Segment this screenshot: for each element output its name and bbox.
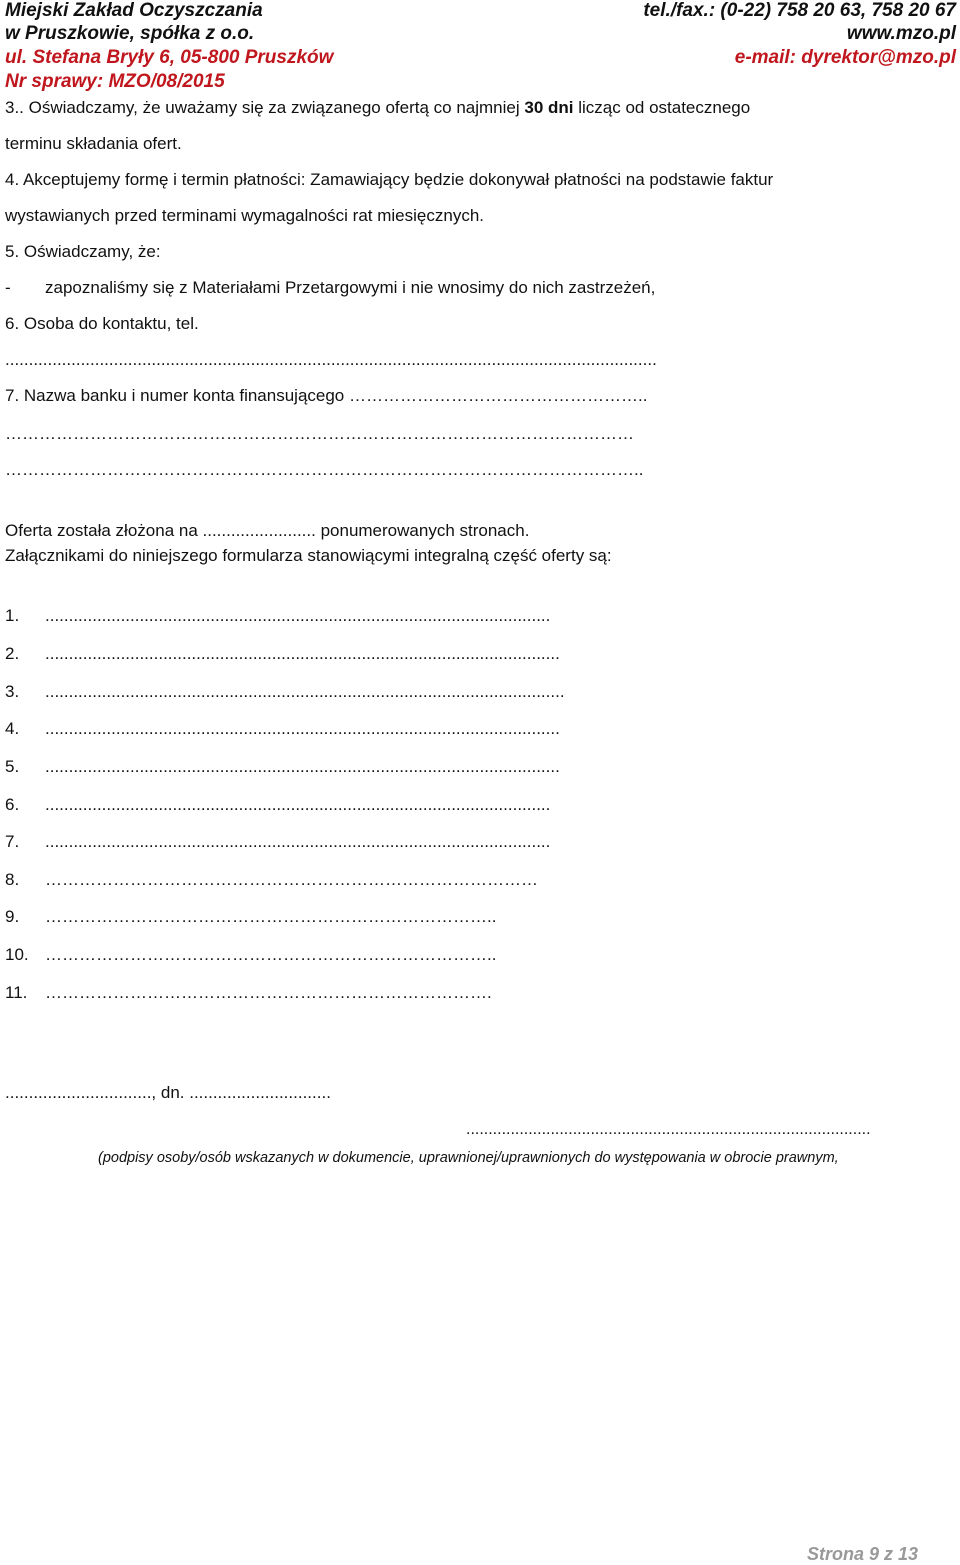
paragraph-3-text: 3.. Oświadczamy, że uważamy się za związanego ofertą co najmniej: [5, 98, 525, 117]
attachment-item-7[interactable]: [5, 831, 550, 853]
paragraph-3: [5, 97, 750, 119]
attachment-field[interactable]: .............................................................................................................: [45, 719, 560, 738]
attachment-number: 5.: [5, 757, 20, 776]
attachment-number: 10.: [5, 945, 29, 964]
attachment-number: 11.: [5, 983, 28, 1002]
attachments-intro: Załącznikami do niniejszego formularza stanowiącymi integralną część oferty są:: [5, 546, 612, 565]
attachment-item-5[interactable]: [5, 756, 560, 778]
attachment-field[interactable]: ...........................................................................................................: [45, 795, 551, 814]
email-link[interactable]: e-mail: dyrektor@mzo.pl: [734, 47, 956, 68]
attachment-field[interactable]: …………………………………………………………………….: [45, 983, 492, 1002]
paragraph-3-line-2: terminu składania ofert.: [5, 134, 182, 153]
contact-person-field[interactable]: ..........................................................................................................................................: [5, 350, 657, 369]
attachment-item-2[interactable]: [5, 643, 560, 665]
attachment-field[interactable]: ……………………………………………………………………..: [45, 945, 497, 964]
attachment-number: 2.: [5, 644, 20, 663]
attachment-item-11[interactable]: [5, 982, 492, 1004]
contact-person-label: 6. Osoba do kontaktu, tel.: [5, 314, 199, 333]
attachment-field[interactable]: ...........................................................................................................: [45, 606, 551, 625]
attachment-number: 6.: [5, 795, 20, 814]
attachment-item-10[interactable]: [5, 944, 496, 966]
bank-account-label[interactable]: 7. Nazwa banku i numer konta finansującego ……………………………………………..: [5, 386, 648, 405]
attachment-number: 9.: [5, 907, 20, 926]
place-date-field[interactable]: ..............................., dn. ..............................: [5, 1083, 331, 1102]
attachment-field[interactable]: ……………………………………………………………………………: [45, 870, 538, 889]
attachment-field[interactable]: .............................................................................................................: [45, 644, 560, 663]
page-number: Strona 9 z 13: [806, 1544, 918, 1564]
attachment-number: 1.: [5, 606, 20, 625]
bank-account-field-line-2[interactable]: …………………………………………………………………………………………………: [5, 424, 634, 443]
paragraph-5: 5. Oświadczamy, że:: [5, 242, 161, 261]
attachment-item-6[interactable]: [5, 794, 550, 816]
paragraph-5-item-text: zapoznaliśmy się z Materiałami Przetargowymi i nie wnosimy do nich zastrzeżeń,: [45, 278, 656, 297]
attachment-item-1[interactable]: [5, 605, 550, 627]
paragraph-5-item: [5, 277, 655, 299]
company-name: Miejski Zakład Oczyszczania: [5, 0, 263, 21]
attachment-field[interactable]: ……………………………………………………………………..: [45, 907, 497, 926]
company-address: ul. Stefana Bryły 6, 05-800 Pruszków: [5, 47, 334, 68]
paragraph-4-line-2: wystawianych przed terminami wymagalności rat miesięcznych.: [5, 206, 484, 225]
attachment-field[interactable]: ..............................................................................................................: [45, 682, 565, 701]
paragraph-3-bold: 30 dni: [524, 98, 574, 117]
attachment-number: 3.: [5, 682, 20, 701]
attachment-item-3[interactable]: [5, 681, 565, 703]
phone-fax: tel./fax.: (0-22) 758 20 63, 758 20 67: [643, 0, 956, 21]
signature-field[interactable]: ...........................................................................................: [466, 1121, 871, 1138]
paragraph-3-text-end: licząc od ostatecznego: [573, 98, 751, 117]
attachment-field[interactable]: .............................................................................................................: [45, 757, 560, 776]
list-dash: -: [5, 278, 11, 297]
attachment-item-9[interactable]: [5, 906, 496, 928]
company-legal-form: w Pruszkowie, spółka z o.o.: [5, 23, 255, 44]
attachment-number: 4.: [5, 719, 20, 738]
website-link[interactable]: www.mzo.pl: [846, 23, 956, 44]
attachment-number: 7.: [5, 832, 20, 851]
paragraph-4: 4. Akceptujemy formę i termin płatności: Zamawiający będzie dokonywał płatności na podstawie faktur: [5, 170, 774, 189]
attachment-field[interactable]: ...........................................................................................................: [45, 832, 551, 851]
case-number: Nr sprawy: MZO/08/2015: [5, 71, 225, 92]
offer-pages-statement: Oferta została złożona na ........................ ponumerowanych stronach.: [5, 521, 530, 540]
signature-note: (podpisy osoby/osób wskazanych w dokumencie, uprawnionej/uprawnionych do występowania w obrocie prawnym,: [98, 1150, 839, 1166]
attachment-item-8[interactable]: [5, 869, 538, 891]
attachment-number: 8.: [5, 870, 20, 889]
bank-account-field-line-3[interactable]: …………………………………………………………………………………………………..: [5, 460, 644, 479]
attachment-item-4[interactable]: [5, 718, 560, 740]
